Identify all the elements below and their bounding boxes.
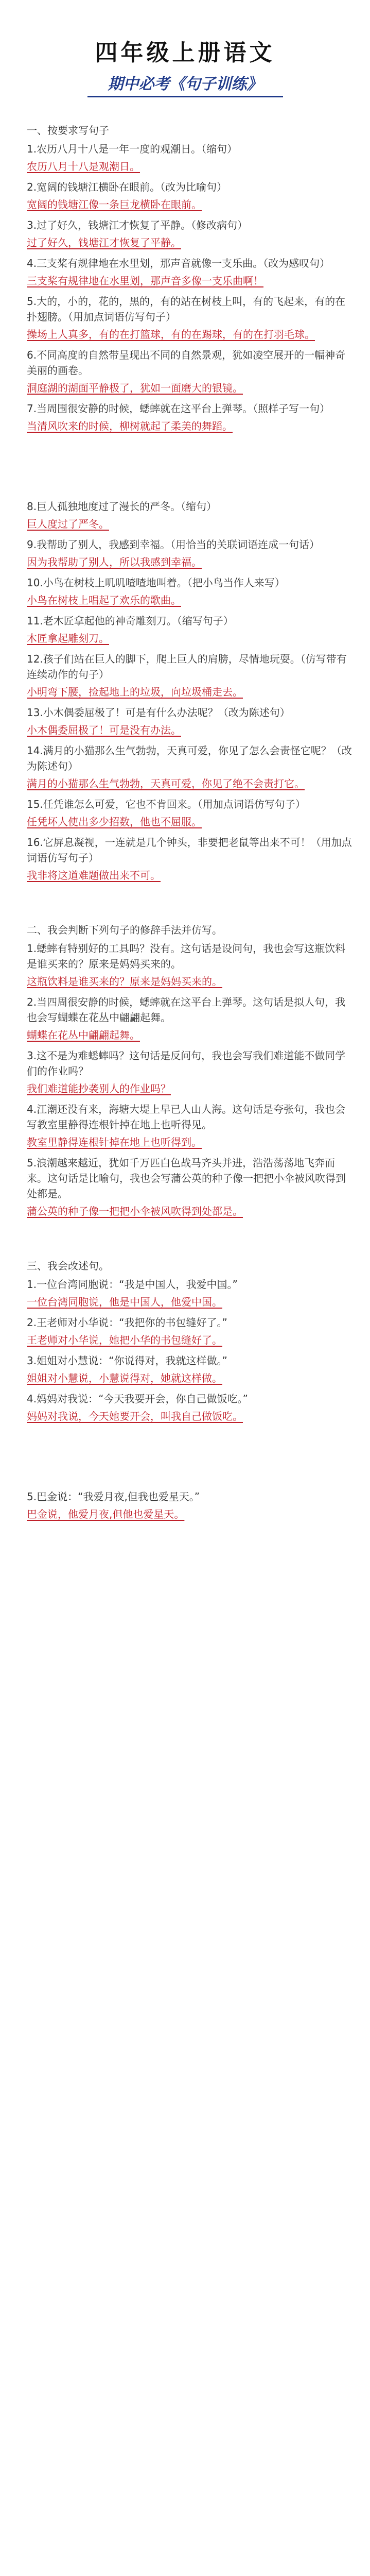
- question-text: 1.农历八月十八是一年一度的观潮日。（缩句）: [27, 143, 238, 155]
- question-text: 5.巴金说：“我爱月夜,但我也爱星天。”: [27, 1490, 200, 1503]
- question-text: 7.当周围很安静的时候，蟋蟀就在这平台上弹琴。（照样子写一句）: [27, 402, 330, 415]
- question-text: 14.满月的小猫那么生气勃勃，天真可爱，你见了怎么会责怪它呢？（改为陈述句）: [27, 744, 352, 772]
- spacer: [27, 888, 356, 919]
- question-text: 11.老木匠拿起他的神奇雕刻刀。（缩写句子）: [27, 615, 234, 627]
- answer-text: 这瓶饮料是谁买来的？原来是妈妈买来的。: [27, 975, 222, 988]
- question-text: 4.三支桨有规律地在水里划，那声音就像一支乐曲。（改为感叹句）: [27, 257, 330, 269]
- page-subtitle: 期中必考《句子训练》: [108, 75, 262, 93]
- answer-text: 农历八月十八是观潮日。: [27, 160, 140, 173]
- answer-text: 巴金说，他爱月夜,但他也爱星天。: [27, 1508, 185, 1520]
- spacer: [27, 439, 356, 496]
- question-text: 13.小木偶委屈极了！可是有什么办法呢？（改为陈述句）: [27, 706, 290, 719]
- answer-text: 姐姐对小慧说，小慧说得对，她就这样做。: [27, 1372, 222, 1384]
- answer-text: 三支桨有规律地在水里划，那声音多像一支乐曲啊！: [27, 275, 263, 287]
- question-text: 6.不同高度的自然带呈现出不同的自然景观，犹如凌空展开的一幅神奇美丽的画卷。: [27, 349, 346, 377]
- question-text: 4.妈妈对我说：“今天我要开会，你自己做饭吃。”: [27, 1393, 248, 1405]
- question-text: 2.王老师对小华说：“我把你的书包缝好了。”: [27, 1316, 227, 1329]
- answer-text: 操场上人真多，有的在打篮球，有的在踢球，有的在打羽毛球。: [27, 328, 315, 341]
- answer-text: 宽阔的钱塘江像一条巨龙横卧在眼前。: [27, 198, 202, 211]
- answer-text: 小鸟在树枝上唱起了欢乐的歌曲。: [27, 594, 181, 606]
- question-text: 3.这不是为难蟋蟀吗？这句话是反问句，我也会写我们难道能不做同学们的作业吗？: [27, 1049, 346, 1077]
- answer-text: 我非将这道难题做出来不可。: [27, 869, 161, 882]
- answer-text: 巨人度过了严冬。: [27, 518, 109, 530]
- answer-text: 小明弯下腰，捡起地上的垃圾，向垃圾桶走去。: [27, 686, 243, 698]
- spacer: [27, 1224, 356, 1255]
- answer-text: 木匠拿起雕刻刀。: [27, 632, 109, 645]
- question-text: 1.蟋蟀有特别好的工具吗？没有。这句话是设问句，我也会写这瓶饮料是谁买来的？原来是妈妈买来的。: [27, 942, 346, 970]
- question-text: 5.大的，小的，花的，黑的，有的站在树枝上叫，有的飞起来，有的在扑翅膀。（用加点词语仿写句子）: [27, 295, 346, 323]
- answer-text: 过了好久，钱塘江才恢复了平静。: [27, 236, 181, 249]
- question-text: 15.任凭谁怎么可爱，它也不肯回来。（用加点词语仿写句子）: [27, 798, 306, 810]
- answer-text: 满月的小猫那么生气勃勃，天真可爱，你见了绝不会责打它。: [27, 777, 305, 790]
- question-text: 2.宽阔的钱塘江横卧在眼前。（改为比喻句）: [27, 181, 227, 193]
- answer-text: 小木偶委屈极了！可是没有办法。: [27, 724, 181, 736]
- question-text: 1.一位台湾同胞说：“我是中国人，我爱中国。”: [27, 1278, 238, 1291]
- question-text: 12.孩子们站在巨人的脚下，爬上巨人的肩膀，尽情地玩耍。（仿写带有连续动作的句子）: [27, 653, 347, 681]
- answer-text: 因为我帮助了别人，所以我感到幸福。: [27, 556, 202, 568]
- question-text: 4.江潮还没有来，海塘大堤上早已人山人海。这句话是夸张句，我也会写教室里静得连根针掉在地上也听得见。: [27, 1103, 346, 1131]
- answer-text: 任凭坏人使出多少招数，他也不屈服。: [27, 816, 202, 828]
- question-text: 8.巨人孤独地度过了漫长的严冬。（缩句）: [27, 500, 217, 513]
- question-text: 10.小鸟在树枝上叽叽喳喳地叫着。（把小鸟当作人来写）: [27, 577, 285, 589]
- answer-text: 蝴蝶在花丛中翩翩起舞。: [27, 1029, 140, 1041]
- question-text: 5.浪潮越来越近，犹如千万匹白色战马齐头并进，浩浩荡荡地飞奔而来。这句话是比喻句，我也会写蒲公英的种子像一把把小伞被风吹得到处都是。: [27, 1157, 346, 1200]
- answer-text: 一位台湾同胞说，他是中国人，他爱中国。: [27, 1296, 222, 1308]
- question-text: 9.我帮助了别人，我感到幸福。（用恰当的关联词语连成一句话）: [27, 538, 320, 551]
- answer-text: 我们难道能抄袭别人的作业吗？: [27, 1082, 171, 1095]
- section3-heading: 三、我会改述句。: [27, 1260, 109, 1272]
- answer-text: 教室里静得连根针掉在地上也听得到。: [27, 1136, 202, 1148]
- question-text: 16.它屏息凝视，一连就是几个钟头，非要把老鼠等出来不可！（用加点词语仿写句子）: [27, 836, 352, 864]
- answer-text: 王老师对小华说，她把小华的书包缝好了。: [27, 1334, 222, 1346]
- answer-text: 蒲公英的种子像一把把小伞被风吹得到处都是。: [27, 1205, 243, 1217]
- section2-heading: 二、我会判断下列句子的修辞手法并仿写。: [27, 924, 222, 936]
- page-title: 四年级上册语文: [95, 40, 275, 66]
- answer-text: 洞庭湖的湖面平静极了，犹如一面磨大的银镜。: [27, 382, 243, 394]
- question-text: 2.当四周很安静的时候，蟋蟀就在这平台上弹琴。这句话是拟人句，我也会写蝴蝶在花丛中翩翩起舞。: [27, 996, 346, 1024]
- question-text: 3.过了好久，钱塘江才恢复了平静。（修改病句）: [27, 219, 248, 231]
- worksheet-content: [27, 120, 356, 1527]
- spacer: [27, 1429, 356, 1486]
- subtitle-underline: [87, 96, 283, 97]
- question-text: 3.姐姐对小慧说：“你说得对，我就这样做。”: [27, 1354, 227, 1367]
- answer-text: 妈妈对我说，今天她要开会，叫我自己做饭吃。: [27, 1410, 243, 1422]
- answer-text: 当清风吹来的时候，柳树就起了柔美的舞蹈。: [27, 420, 233, 432]
- section1-heading: 一、按要求写句子: [27, 124, 109, 137]
